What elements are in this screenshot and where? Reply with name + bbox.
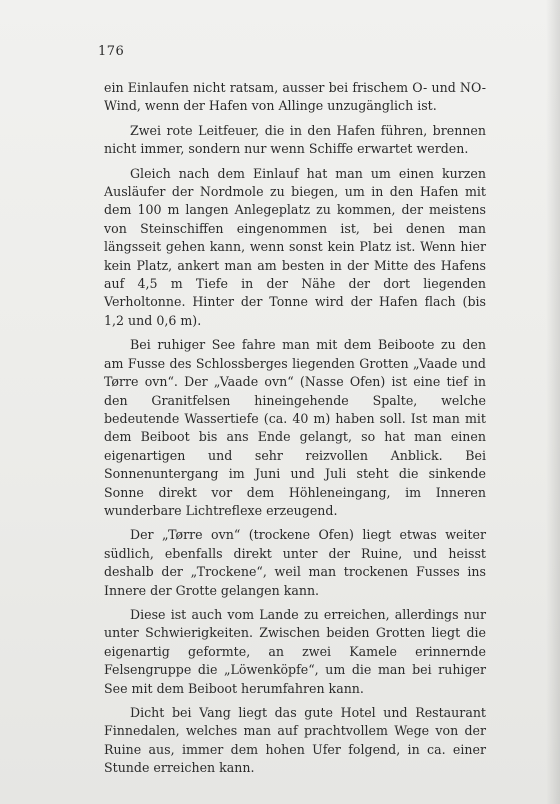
paragraph-4: Bei ruhiger See fahre man mit dem Beiboote zu den am Fusse des Schlossberges liegenden Grotten „Vaade und Tørre ovn“. Der „Vaade ovn“ (Nasse Ofen) ist eine tief in den Granitfelsen hineingehende Spalte, welche bedeutende Wassertiefe (ca. 40 m) haben soll. Ist man mit dem Beiboot bis ans Ende gelangt, so hat man einen eigenartigen und sehr reizvollen Anblick. Bei Sonnenuntergang im Juni und Juli steht die sinkende Sonne direkt vor dem Höhleneingang, im Inneren wunderbare Lichtreflexe erzeugend.	[104, 337, 486, 518]
paragraph-2: Zwei rote Leitfeuer, die in den Hafen führen, brennen nicht immer, sondern nur wenn Schiffe erwartet werden.	[104, 122, 486, 157]
paragraph-3: Gleich nach dem Einlauf hat man um einen kurzen Ausläufer der Nordmole zu biegen, um in den Hafen mit dem 100 m langen Anlegeplatz zu kommen, der meistens von Steinschiffen eingenommen ist, bei denen man längsseit gehen kann, wenn sonst kein Platz ist. Wenn hier kein Platz, ankert man am besten in der Mitte des Hafens auf 4,5 m Tiefe in der Nähe der dort liegenden Verholtonne. Hinter der Tonne wird der Hafen flach (bis 1,2 und 0,6 m).	[104, 165, 486, 328]
body-text	[104, 79, 486, 784]
paragraph-5: Der „Tørre ovn“ (trockene Ofen) liegt etwas weiter südlich, ebenfalls direkt unter der Ruine, und heisst deshalb der „Trockene“, weil man trockenen Fusses ins Innere der Grotte gelangen kann.	[104, 527, 486, 598]
paragraph-1: ein Einlaufen nicht ratsam, ausser bei frischem O- und NO-Wind, wenn der Hafen von Allinge unzugänglich ist.	[104, 80, 486, 114]
paragraph-7: Dicht bei Vang liegt das gute Hotel und Restaurant Finnedalen, welches man auf prachtvollem Wege von der Ruine aus, immer dem hohen Ufer folgend, in ca. einer Stunde erreichen kann.	[104, 705, 486, 776]
page-number: 176	[98, 44, 125, 59]
paragraph-6: Diese ist auch vom Lande zu erreichen, allerdings nur unter Schwierigkeiten. Zwischen beiden Grotten liegt die eigenartig geformte, an zwei Kamele erinnernde Felsengruppe die „Löwenköpfe“, um die man bei ruhiger See mit dem Beiboot herumfahren kann.	[104, 606, 486, 696]
